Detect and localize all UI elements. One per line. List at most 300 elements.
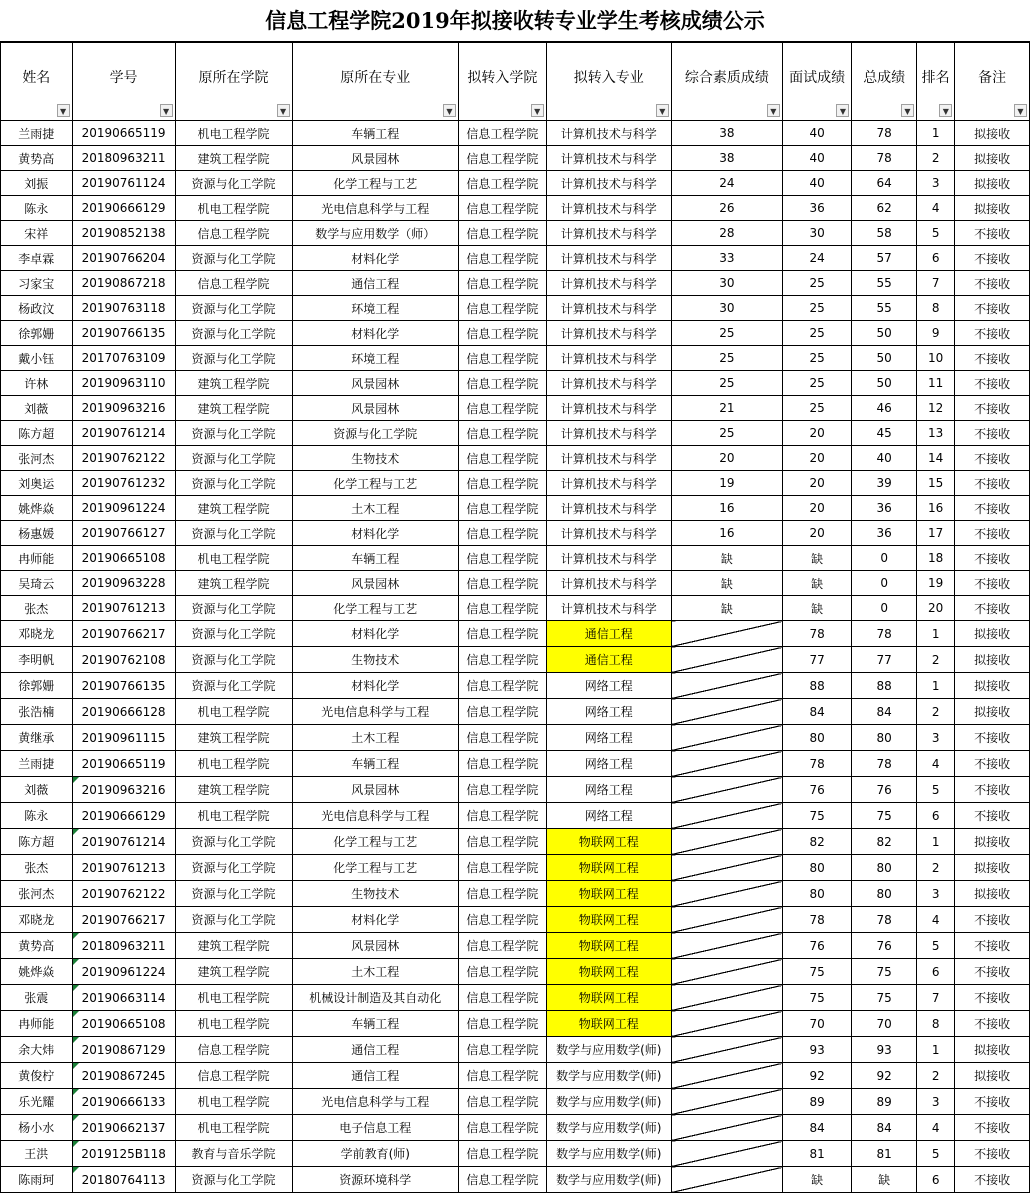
cell-name: 徐郭姗 bbox=[1, 321, 73, 346]
cell-remark: 不接收 bbox=[955, 751, 1030, 777]
cell-original-college: 机电工程学院 bbox=[175, 1089, 292, 1115]
header-original-college bbox=[175, 43, 292, 121]
cell-interview-score: 缺 bbox=[782, 596, 852, 621]
cell-rank: 5 bbox=[916, 221, 954, 246]
cell-rank: 3 bbox=[916, 1089, 954, 1115]
table-row bbox=[1, 196, 1030, 221]
cell-total-score: 0 bbox=[852, 596, 917, 621]
cell-total-score: 75 bbox=[852, 803, 917, 829]
header-label: 备注 bbox=[978, 69, 1007, 86]
cell-original-major: 通信工程 bbox=[292, 1063, 458, 1089]
cell-target-college: 信息工程学院 bbox=[458, 271, 546, 296]
table-row bbox=[1, 1141, 1030, 1167]
cell-interview-score: 20 bbox=[782, 421, 852, 446]
cell-target-college: 信息工程学院 bbox=[458, 196, 546, 221]
cell-target-major: 通信工程 bbox=[546, 621, 671, 647]
table-row bbox=[1, 121, 1030, 146]
table-row bbox=[1, 571, 1030, 596]
cell-total-score: 0 bbox=[852, 571, 917, 596]
cell-rank: 3 bbox=[916, 881, 954, 907]
cell-student-id: 20190867245 bbox=[72, 1063, 175, 1089]
cell-target-major: 计算机技术与科学 bbox=[546, 321, 671, 346]
cell-rank: 18 bbox=[916, 546, 954, 571]
cell-total-score: 76 bbox=[852, 933, 917, 959]
cell-target-college: 信息工程学院 bbox=[458, 1011, 546, 1037]
cell-target-college: 信息工程学院 bbox=[458, 171, 546, 196]
cell-name: 冉师能 bbox=[1, 546, 73, 571]
header-label: 总成绩 bbox=[863, 69, 906, 86]
cell-remark: 不接收 bbox=[955, 371, 1030, 396]
cell-original-college: 资源与化工学院 bbox=[175, 346, 292, 371]
cell-target-major: 数学与应用数学(师) bbox=[546, 1089, 671, 1115]
cell-total-score: 89 bbox=[852, 1089, 917, 1115]
cell-target-college: 信息工程学院 bbox=[458, 146, 546, 171]
cell-quality-score bbox=[671, 985, 782, 1011]
cell-interview-score: 81 bbox=[782, 1141, 852, 1167]
cell-original-major: 机械设计制造及其自动化 bbox=[292, 985, 458, 1011]
cell-name: 姚烨焱 bbox=[1, 496, 73, 521]
filter-dropdown-icon[interactable]: ▼ bbox=[531, 104, 544, 117]
cell-target-major: 物联网工程 bbox=[546, 855, 671, 881]
cell-total-score: 36 bbox=[852, 521, 917, 546]
table-row bbox=[1, 959, 1030, 985]
cell-rank: 13 bbox=[916, 421, 954, 446]
cell-original-major: 材料化学 bbox=[292, 673, 458, 699]
cell-rank: 20 bbox=[916, 596, 954, 621]
cell-remark: 不接收 bbox=[955, 496, 1030, 521]
cell-target-college: 信息工程学院 bbox=[458, 855, 546, 881]
cell-target-major: 通信工程 bbox=[546, 647, 671, 673]
header-label: 姓名 bbox=[22, 69, 51, 86]
cell-interview-score: 77 bbox=[782, 647, 852, 673]
cell-rank: 1 bbox=[916, 829, 954, 855]
cell-target-college: 信息工程学院 bbox=[458, 751, 546, 777]
cell-rank: 16 bbox=[916, 496, 954, 521]
cell-name: 杨小水 bbox=[1, 1115, 73, 1141]
cell-original-major: 光电信息科学与工程 bbox=[292, 699, 458, 725]
cell-original-major: 光电信息科学与工程 bbox=[292, 803, 458, 829]
cell-target-major: 网络工程 bbox=[546, 777, 671, 803]
cell-remark: 不接收 bbox=[955, 803, 1030, 829]
table-row bbox=[1, 296, 1030, 321]
cell-interview-score: 缺 bbox=[782, 571, 852, 596]
cell-original-college: 机电工程学院 bbox=[175, 699, 292, 725]
cell-remark: 不接收 bbox=[955, 321, 1030, 346]
cell-student-id: 20190762108 bbox=[72, 647, 175, 673]
cell-rank: 17 bbox=[916, 521, 954, 546]
cell-original-college: 资源与化工学院 bbox=[175, 446, 292, 471]
cell-student-id: 20190762122 bbox=[72, 446, 175, 471]
cell-rank: 1 bbox=[916, 621, 954, 647]
cell-target-major: 计算机技术与科学 bbox=[546, 171, 671, 196]
cell-original-college: 资源与化工学院 bbox=[175, 621, 292, 647]
cell-original-major: 生物技术 bbox=[292, 446, 458, 471]
cell-total-score: 92 bbox=[852, 1063, 917, 1089]
table-row bbox=[1, 751, 1030, 777]
cell-name: 陈方超 bbox=[1, 421, 73, 446]
table-row bbox=[1, 933, 1030, 959]
cell-student-id: 20190665108 bbox=[72, 546, 175, 571]
cell-target-college: 信息工程学院 bbox=[458, 1141, 546, 1167]
cell-original-major: 材料化学 bbox=[292, 321, 458, 346]
cell-name: 刘薇 bbox=[1, 777, 73, 803]
cell-target-college: 信息工程学院 bbox=[458, 296, 546, 321]
table-row bbox=[1, 829, 1030, 855]
cell-quality-score bbox=[671, 1141, 782, 1167]
cell-total-score: 84 bbox=[852, 1115, 917, 1141]
cell-rank: 5 bbox=[916, 1141, 954, 1167]
cell-name: 张杰 bbox=[1, 596, 73, 621]
cell-rank: 1 bbox=[916, 1037, 954, 1063]
cell-original-major: 化学工程与工艺 bbox=[292, 829, 458, 855]
filter-dropdown-icon[interactable]: ▼ bbox=[939, 104, 952, 117]
cell-quality-score: 38 bbox=[671, 121, 782, 146]
cell-remark: 不接收 bbox=[955, 521, 1030, 546]
cell-target-major: 计算机技术与科学 bbox=[546, 296, 671, 321]
cell-target-college: 信息工程学院 bbox=[458, 1167, 546, 1193]
cell-target-major: 计算机技术与科学 bbox=[546, 546, 671, 571]
cell-student-id: 20190963216 bbox=[72, 777, 175, 803]
table-row bbox=[1, 881, 1030, 907]
cell-quality-score bbox=[671, 621, 782, 647]
cell-rank: 1 bbox=[916, 121, 954, 146]
cell-interview-score: 88 bbox=[782, 673, 852, 699]
cell-target-college: 信息工程学院 bbox=[458, 933, 546, 959]
cell-quality-score bbox=[671, 751, 782, 777]
cell-remark: 拟接收 bbox=[955, 146, 1030, 171]
cell-total-score: 78 bbox=[852, 907, 917, 933]
cell-student-id: 20190963110 bbox=[72, 371, 175, 396]
filter-dropdown-icon[interactable]: ▼ bbox=[57, 104, 70, 117]
cell-quality-score bbox=[671, 803, 782, 829]
header-target-major bbox=[546, 43, 671, 121]
cell-original-major: 通信工程 bbox=[292, 271, 458, 296]
cell-name: 张杰 bbox=[1, 855, 73, 881]
table-row bbox=[1, 1063, 1030, 1089]
cell-original-major: 土木工程 bbox=[292, 959, 458, 985]
cell-name: 邓晓龙 bbox=[1, 907, 73, 933]
cell-target-major: 网络工程 bbox=[546, 673, 671, 699]
cell-original-college: 资源与化工学院 bbox=[175, 1167, 292, 1193]
cell-rank: 4 bbox=[916, 196, 954, 221]
cell-original-college: 建筑工程学院 bbox=[175, 396, 292, 421]
cell-original-college: 资源与化工学院 bbox=[175, 171, 292, 196]
cell-student-id: 20190852138 bbox=[72, 221, 175, 246]
cell-target-major: 物联网工程 bbox=[546, 985, 671, 1011]
cell-name: 徐郭姗 bbox=[1, 673, 73, 699]
cell-rank: 1 bbox=[916, 673, 954, 699]
cell-total-score: 78 bbox=[852, 751, 917, 777]
cell-rank: 12 bbox=[916, 396, 954, 421]
cell-quality-score: 26 bbox=[671, 196, 782, 221]
cell-remark: 拟接收 bbox=[955, 121, 1030, 146]
cell-name: 陈方超 bbox=[1, 829, 73, 855]
cell-original-college: 机电工程学院 bbox=[175, 1115, 292, 1141]
cell-original-major: 电子信息工程 bbox=[292, 1115, 458, 1141]
cell-student-id: 20180963211 bbox=[72, 146, 175, 171]
table-row bbox=[1, 725, 1030, 751]
cell-remark: 拟接收 bbox=[955, 699, 1030, 725]
cell-quality-score: 缺 bbox=[671, 546, 782, 571]
header-interview-score bbox=[782, 43, 852, 121]
cell-interview-score: 25 bbox=[782, 396, 852, 421]
cell-original-college: 资源与化工学院 bbox=[175, 296, 292, 321]
cell-interview-score: 93 bbox=[782, 1037, 852, 1063]
cell-student-id: 20190761214 bbox=[72, 829, 175, 855]
table-row bbox=[1, 346, 1030, 371]
filter-dropdown-icon[interactable]: ▼ bbox=[901, 104, 914, 117]
cell-student-id: 2019125B118 bbox=[72, 1141, 175, 1167]
cell-name: 张浩楠 bbox=[1, 699, 73, 725]
cell-original-college: 机电工程学院 bbox=[175, 546, 292, 571]
cell-name: 刘奥运 bbox=[1, 471, 73, 496]
cell-target-major: 物联网工程 bbox=[546, 907, 671, 933]
cell-quality-score: 19 bbox=[671, 471, 782, 496]
cell-name: 姚烨焱 bbox=[1, 959, 73, 985]
cell-target-major: 计算机技术与科学 bbox=[546, 471, 671, 496]
cell-target-college: 信息工程学院 bbox=[458, 699, 546, 725]
cell-remark: 不接收 bbox=[955, 296, 1030, 321]
cell-quality-score bbox=[671, 881, 782, 907]
cell-interview-score: 76 bbox=[782, 933, 852, 959]
filter-dropdown-icon[interactable]: ▼ bbox=[836, 104, 849, 117]
table-row bbox=[1, 396, 1030, 421]
cell-interview-score: 70 bbox=[782, 1011, 852, 1037]
table-row bbox=[1, 647, 1030, 673]
cell-rank: 6 bbox=[916, 803, 954, 829]
cell-original-college: 信息工程学院 bbox=[175, 271, 292, 296]
cell-remark: 拟接收 bbox=[955, 855, 1030, 881]
cell-target-major: 网络工程 bbox=[546, 751, 671, 777]
cell-remark: 不接收 bbox=[955, 571, 1030, 596]
cell-student-id: 20190761214 bbox=[72, 421, 175, 446]
cell-original-major: 风景园林 bbox=[292, 571, 458, 596]
cell-original-college: 建筑工程学院 bbox=[175, 146, 292, 171]
cell-student-id: 20190766217 bbox=[72, 907, 175, 933]
cell-interview-score: 25 bbox=[782, 371, 852, 396]
cell-target-major: 物联网工程 bbox=[546, 881, 671, 907]
cell-remark: 不接收 bbox=[955, 246, 1030, 271]
cell-original-major: 化学工程与工艺 bbox=[292, 855, 458, 881]
cell-name: 杨政汶 bbox=[1, 296, 73, 321]
cell-total-score: 50 bbox=[852, 346, 917, 371]
cell-original-major: 化学工程与工艺 bbox=[292, 171, 458, 196]
cell-remark: 拟接收 bbox=[955, 673, 1030, 699]
cell-quality-score: 16 bbox=[671, 521, 782, 546]
cell-original-college: 建筑工程学院 bbox=[175, 933, 292, 959]
cell-total-score: 75 bbox=[852, 959, 917, 985]
cell-original-college: 信息工程学院 bbox=[175, 1037, 292, 1063]
cell-student-id: 20190666128 bbox=[72, 699, 175, 725]
cell-student-id: 20190666129 bbox=[72, 196, 175, 221]
cell-remark: 不接收 bbox=[955, 959, 1030, 985]
cell-original-college: 建筑工程学院 bbox=[175, 371, 292, 396]
cell-target-major: 计算机技术与科学 bbox=[546, 571, 671, 596]
cell-student-id: 20190763118 bbox=[72, 296, 175, 321]
header-name bbox=[1, 43, 73, 121]
cell-original-major: 通信工程 bbox=[292, 1037, 458, 1063]
cell-target-college: 信息工程学院 bbox=[458, 321, 546, 346]
table-row bbox=[1, 421, 1030, 446]
cell-original-college: 资源与化工学院 bbox=[175, 471, 292, 496]
cell-original-college: 资源与化工学院 bbox=[175, 246, 292, 271]
cell-quality-score: 21 bbox=[671, 396, 782, 421]
cell-original-college: 资源与化工学院 bbox=[175, 321, 292, 346]
cell-target-major: 计算机技术与科学 bbox=[546, 271, 671, 296]
cell-rank: 2 bbox=[916, 855, 954, 881]
cell-target-major: 计算机技术与科学 bbox=[546, 346, 671, 371]
header-rank bbox=[916, 43, 954, 121]
table-row bbox=[1, 803, 1030, 829]
cell-total-score: 75 bbox=[852, 985, 917, 1011]
cell-interview-score: 82 bbox=[782, 829, 852, 855]
cell-original-college: 建筑工程学院 bbox=[175, 959, 292, 985]
cell-remark: 不接收 bbox=[955, 1167, 1030, 1193]
filter-dropdown-icon[interactable]: ▼ bbox=[443, 104, 456, 117]
cell-student-id: 20190766217 bbox=[72, 621, 175, 647]
cell-total-score: 93 bbox=[852, 1037, 917, 1063]
cell-rank: 8 bbox=[916, 1011, 954, 1037]
filter-dropdown-icon[interactable]: ▼ bbox=[1014, 104, 1027, 117]
filter-dropdown-icon[interactable]: ▼ bbox=[767, 104, 780, 117]
cell-target-college: 信息工程学院 bbox=[458, 571, 546, 596]
cell-rank: 19 bbox=[916, 571, 954, 596]
cell-total-score: 82 bbox=[852, 829, 917, 855]
cell-remark: 拟接收 bbox=[955, 1063, 1030, 1089]
table-row bbox=[1, 673, 1030, 699]
cell-student-id: 20190762122 bbox=[72, 881, 175, 907]
cell-rank: 7 bbox=[916, 271, 954, 296]
cell-original-college: 资源与化工学院 bbox=[175, 421, 292, 446]
table-row bbox=[1, 1115, 1030, 1141]
cell-interview-score: 78 bbox=[782, 621, 852, 647]
cell-original-major: 化学工程与工艺 bbox=[292, 596, 458, 621]
cell-total-score: 55 bbox=[852, 271, 917, 296]
cell-name: 陈永 bbox=[1, 803, 73, 829]
cell-target-major: 计算机技术与科学 bbox=[546, 521, 671, 546]
cell-interview-score: 78 bbox=[782, 907, 852, 933]
cell-total-score: 45 bbox=[852, 421, 917, 446]
cell-remark: 不接收 bbox=[955, 777, 1030, 803]
cell-target-college: 信息工程学院 bbox=[458, 673, 546, 699]
cell-target-college: 信息工程学院 bbox=[458, 446, 546, 471]
cell-student-id: 20190766135 bbox=[72, 321, 175, 346]
cell-total-score: 78 bbox=[852, 621, 917, 647]
cell-original-college: 信息工程学院 bbox=[175, 1063, 292, 1089]
cell-student-id: 20190761213 bbox=[72, 855, 175, 881]
cell-name: 李明帆 bbox=[1, 647, 73, 673]
cell-name: 邓晓龙 bbox=[1, 621, 73, 647]
cell-target-college: 信息工程学院 bbox=[458, 396, 546, 421]
cell-original-college: 资源与化工学院 bbox=[175, 829, 292, 855]
cell-name: 兰雨捷 bbox=[1, 121, 73, 146]
table-row bbox=[1, 1037, 1030, 1063]
cell-target-major: 物联网工程 bbox=[546, 959, 671, 985]
cell-original-college: 建筑工程学院 bbox=[175, 777, 292, 803]
cell-original-college: 信息工程学院 bbox=[175, 221, 292, 246]
cell-quality-score: 30 bbox=[671, 296, 782, 321]
cell-interview-score: 84 bbox=[782, 699, 852, 725]
filter-dropdown-icon[interactable]: ▼ bbox=[160, 104, 173, 117]
cell-target-college: 信息工程学院 bbox=[458, 959, 546, 985]
cell-interview-score: 40 bbox=[782, 146, 852, 171]
cell-target-college: 信息工程学院 bbox=[458, 421, 546, 446]
cell-quality-score: 16 bbox=[671, 496, 782, 521]
cell-rank: 2 bbox=[916, 699, 954, 725]
cell-rank: 2 bbox=[916, 647, 954, 673]
cell-total-score: 50 bbox=[852, 321, 917, 346]
cell-remark: 不接收 bbox=[955, 346, 1030, 371]
cell-interview-score: 84 bbox=[782, 1115, 852, 1141]
cell-target-major: 计算机技术与科学 bbox=[546, 196, 671, 221]
cell-quality-score bbox=[671, 725, 782, 751]
cell-remark: 拟接收 bbox=[955, 621, 1030, 647]
cell-rank: 7 bbox=[916, 985, 954, 1011]
cell-target-college: 信息工程学院 bbox=[458, 371, 546, 396]
cell-interview-score: 80 bbox=[782, 855, 852, 881]
table-row bbox=[1, 1167, 1030, 1193]
cell-original-college: 资源与化工学院 bbox=[175, 907, 292, 933]
cell-total-score: 84 bbox=[852, 699, 917, 725]
cell-rank: 8 bbox=[916, 296, 954, 321]
cell-name: 陈永 bbox=[1, 196, 73, 221]
cell-name: 张河杰 bbox=[1, 446, 73, 471]
cell-original-major: 车辆工程 bbox=[292, 1011, 458, 1037]
filter-dropdown-icon[interactable]: ▼ bbox=[277, 104, 290, 117]
cell-total-score: 50 bbox=[852, 371, 917, 396]
cell-student-id: 20190961224 bbox=[72, 496, 175, 521]
cell-original-college: 建筑工程学院 bbox=[175, 571, 292, 596]
header-original-major bbox=[292, 43, 458, 121]
table-row bbox=[1, 777, 1030, 803]
cell-quality-score: 25 bbox=[671, 371, 782, 396]
cell-interview-score: 缺 bbox=[782, 546, 852, 571]
cell-rank: 6 bbox=[916, 959, 954, 985]
cell-quality-score bbox=[671, 673, 782, 699]
cell-name: 黄势高 bbox=[1, 146, 73, 171]
cell-total-score: 78 bbox=[852, 146, 917, 171]
cell-remark: 不接收 bbox=[955, 221, 1030, 246]
header-label: 原所在专业 bbox=[340, 69, 411, 86]
cell-target-college: 信息工程学院 bbox=[458, 521, 546, 546]
cell-student-id: 20190665108 bbox=[72, 1011, 175, 1037]
cell-name: 黄势高 bbox=[1, 933, 73, 959]
filter-dropdown-icon[interactable]: ▼ bbox=[656, 104, 669, 117]
cell-quality-score: 24 bbox=[671, 171, 782, 196]
cell-quality-score: 缺 bbox=[671, 596, 782, 621]
cell-remark: 不接收 bbox=[955, 985, 1030, 1011]
cell-remark: 不接收 bbox=[955, 907, 1030, 933]
cell-original-major: 风景园林 bbox=[292, 146, 458, 171]
cell-total-score: 88 bbox=[852, 673, 917, 699]
table-row bbox=[1, 221, 1030, 246]
cell-interview-score: 40 bbox=[782, 171, 852, 196]
cell-original-major: 学前教育(师) bbox=[292, 1141, 458, 1167]
cell-quality-score: 30 bbox=[671, 271, 782, 296]
cell-original-major: 环境工程 bbox=[292, 346, 458, 371]
cell-original-major: 化学工程与工艺 bbox=[292, 471, 458, 496]
table-row bbox=[1, 596, 1030, 621]
header-row bbox=[1, 43, 1030, 121]
cell-target-major: 计算机技术与科学 bbox=[546, 396, 671, 421]
cell-target-major: 计算机技术与科学 bbox=[546, 421, 671, 446]
cell-original-major: 车辆工程 bbox=[292, 546, 458, 571]
cell-quality-score bbox=[671, 1115, 782, 1141]
cell-remark: 不接收 bbox=[955, 1115, 1030, 1141]
cell-remark: 拟接收 bbox=[955, 196, 1030, 221]
cell-total-score: 39 bbox=[852, 471, 917, 496]
cell-target-college: 信息工程学院 bbox=[458, 647, 546, 673]
